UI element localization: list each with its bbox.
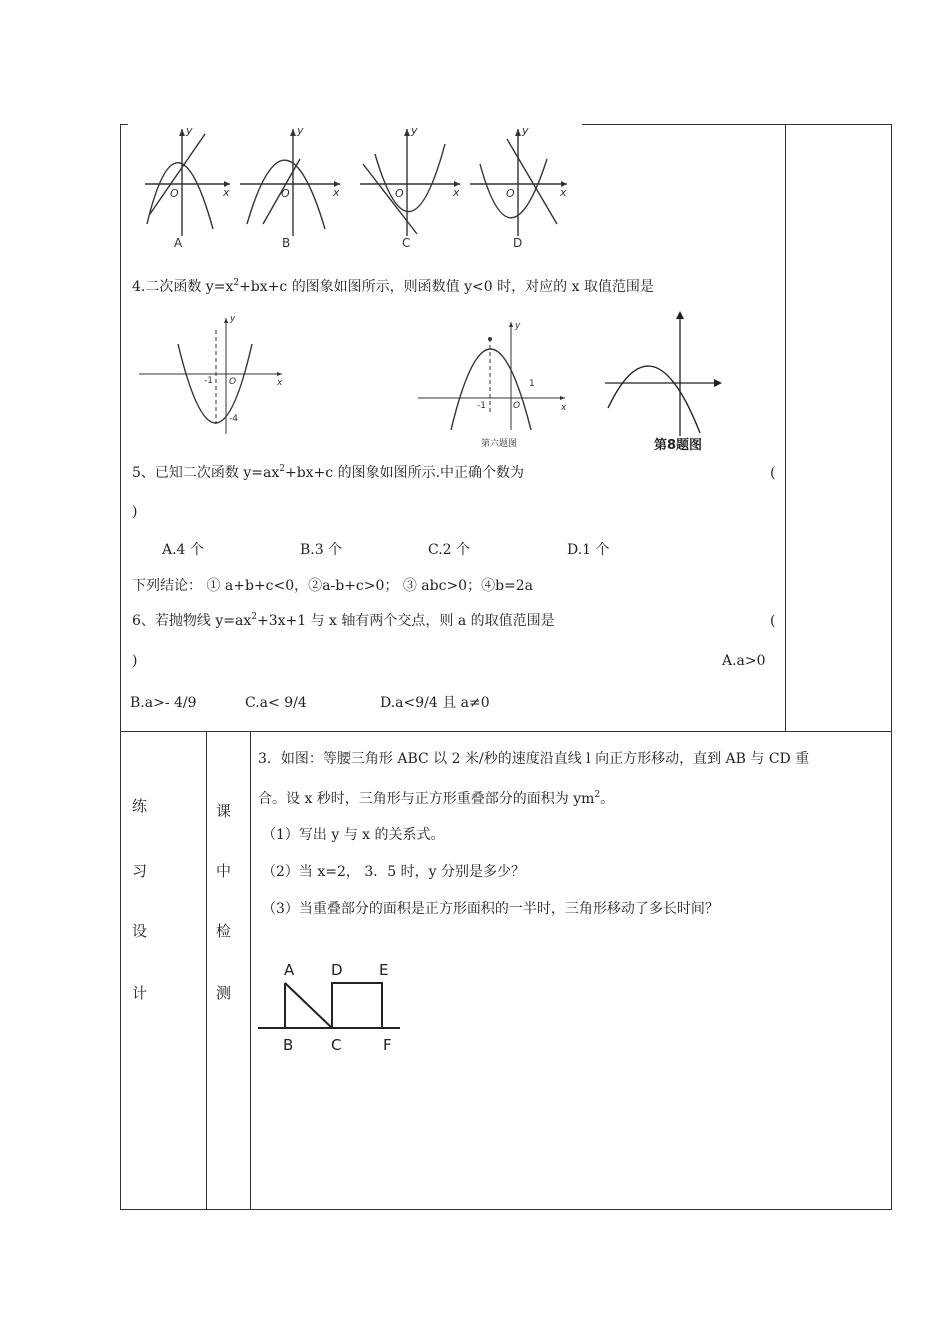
side-col2-char-4: 测	[216, 984, 232, 1002]
side-col1-char-2: 习	[132, 862, 148, 880]
q3-label-c: C	[331, 1036, 342, 1054]
frame-right-line	[891, 124, 892, 1210]
graph-a-parabola	[147, 163, 213, 229]
top-graphs-figure	[135, 124, 575, 254]
mid-fig-neg-one: -1	[477, 401, 486, 411]
frame-left-line	[120, 124, 121, 1210]
graph-d-label: D	[513, 236, 523, 250]
graph-d-x-label: x	[560, 186, 567, 199]
graph-c-parabola	[375, 144, 445, 212]
side-col1-char-3: 设	[132, 922, 148, 940]
q6-paren-open: (	[770, 613, 776, 629]
q5-conclusions: 下列结论： ① a+b+c<0，②a-b+c>0； ③ abc>0；④b=2a	[132, 578, 534, 594]
q3-label-b: B	[283, 1036, 294, 1054]
q3-label-d: D	[331, 961, 343, 979]
graph-a-label: A	[174, 236, 183, 250]
mid-fig-x-label: x	[561, 403, 567, 413]
graph-b-x-label: x	[333, 186, 340, 199]
q3-sub3: （3）当重叠部分的面积是正方形面积的一半时，三角形移动了多长时间？	[262, 901, 719, 917]
q5-option-b: B.3 个	[300, 542, 343, 558]
q3-sub2: （2）当 x=2， 3．5 时，y 分别是多少？	[262, 864, 525, 880]
q6-option-d: D.a<9/4 且 a≠0	[380, 695, 490, 711]
q3-triangle	[285, 983, 332, 1028]
graph-c-label: C	[402, 236, 411, 250]
graph-a-x-label: x	[223, 186, 230, 199]
q6-sup: 2	[251, 612, 257, 622]
q6-text-post: +3x+1 与 x 轴有两个交点，则 a 的取值范围是	[256, 613, 555, 629]
graph-b-origin: O	[281, 187, 290, 200]
graph-c-y-label: y	[411, 124, 418, 137]
mid-fig-y-label: y	[515, 321, 521, 331]
q3-label-a: A	[284, 961, 295, 979]
left-fig-y-label: y	[230, 314, 236, 324]
frame-middle-line	[120, 731, 892, 732]
q5-text-pre: 5、已知二次函数 y=ax	[132, 465, 280, 481]
q5-text	[132, 464, 524, 482]
q4-left-figure	[134, 312, 289, 437]
side-col2-char-2: 中	[216, 862, 232, 880]
side-col2-char-1: 课	[216, 802, 232, 820]
q5-option-d: D.1 个	[567, 542, 610, 558]
q6-text-pre: 6、若抛物线 y=ax	[132, 613, 252, 629]
mid-fig-parabola	[451, 349, 531, 430]
frame-col2-divider	[250, 731, 251, 1209]
right-fig-caption: 第8题图	[654, 438, 703, 453]
q3-sub1: （1）写出 y 与 x 的关系式。	[262, 827, 445, 843]
q3-line2-sup: 2	[594, 790, 601, 800]
q4-text-pre: 4.二次函数 y=x	[132, 279, 234, 295]
side-col1-char-1: 练	[132, 797, 148, 815]
q5-paren-close: )	[132, 504, 138, 520]
q5-sup: 2	[279, 464, 285, 474]
mid-fig-vertex	[488, 337, 492, 341]
q4-sup: 2	[233, 278, 240, 288]
frame-top-left-tick	[120, 124, 128, 125]
graph-a-origin: O	[170, 187, 179, 200]
left-fig-parabola	[178, 344, 252, 423]
mid-fig-one: 1	[529, 379, 535, 389]
q5-paren-open: (	[770, 465, 776, 481]
q3-line2	[258, 790, 614, 808]
graph-c-x-label: x	[453, 186, 460, 199]
frame-col1-divider	[206, 731, 207, 1209]
graph-d-origin: O	[506, 187, 515, 200]
q6-option-b: B.a>- 4/9	[130, 695, 197, 711]
graph-b-y-label: y	[297, 124, 304, 137]
graph-c-origin: O	[395, 187, 404, 200]
q6-paren-close: )	[132, 653, 138, 669]
left-fig-origin: O	[229, 377, 237, 387]
q5-text-post: +bx+c 的图象如图所示.中正确个数为	[284, 465, 525, 481]
q6-text	[132, 612, 555, 630]
graph-d-line	[507, 139, 557, 224]
graph-d-y-label: y	[522, 124, 529, 137]
q6-option-a: A.a>0	[722, 653, 766, 669]
graph-a-y-label: y	[186, 124, 193, 137]
left-fig-neg-one: -1	[204, 376, 213, 386]
graph-c-line	[363, 164, 417, 234]
q3-label-f: F	[383, 1036, 392, 1054]
mid-fig-caption: 第六题图	[481, 439, 518, 449]
q3-square	[332, 983, 382, 1028]
q4-text-post: +bx+c 的图象如图所示，则函数值 y<0 时，对应的 x 取值范围是	[239, 279, 654, 295]
q6-option-c: C.a< 9/4	[245, 695, 307, 711]
q4-text	[132, 278, 654, 296]
q4-mid-figure	[413, 318, 573, 450]
q5-option-c: C.2 个	[428, 542, 471, 558]
q3-line1: 3．如图：等腰三角形 ABC 以 2 米/秒的速度沿直线 l 向正方形移动，直到 AB 与 CD 重	[258, 751, 810, 767]
left-fig-neg-four: -4	[229, 414, 238, 424]
left-fig-x-label: x	[277, 378, 283, 388]
frame-top-line	[582, 124, 892, 125]
right-fig-parabola	[608, 366, 700, 433]
mid-fig-origin: O	[513, 401, 521, 411]
frame-bottom-line	[120, 1209, 892, 1210]
side-col2-char-3: 检	[216, 922, 232, 940]
graph-a-line	[150, 134, 205, 214]
q3-label-e: E	[379, 961, 389, 979]
q4-right-figure	[600, 308, 730, 453]
graph-b-label: B	[282, 236, 291, 250]
side-col1-char-4: 计	[132, 984, 148, 1002]
q5-option-a: A.4 个	[162, 542, 204, 558]
frame-inner-right-line	[785, 124, 786, 731]
q3-line2-post: 。	[600, 791, 615, 807]
q3-line2-pre: 合。设 x 秒时，三角形与正方形重叠部分的面积为 ym	[258, 791, 595, 807]
q3-figure	[255, 955, 405, 1055]
